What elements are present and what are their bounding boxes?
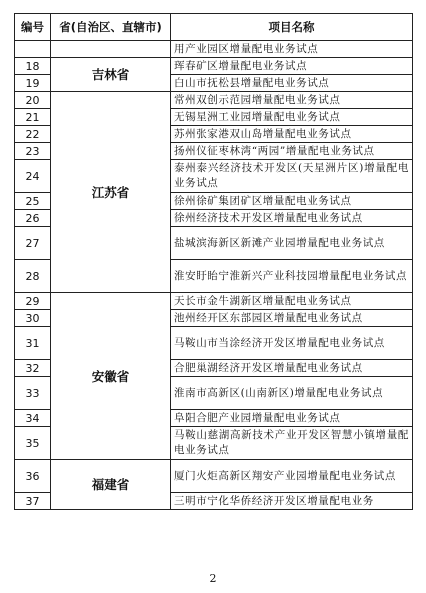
project-name: 盐城滨海新区新滩产业园增量配电业务试点 [171, 227, 413, 260]
num-cell [15, 41, 51, 58]
project-name: 天长市金牛湖新区增量配电业务试点 [171, 293, 413, 310]
num-cell: 33 [15, 377, 51, 410]
num-cell: 23 [15, 143, 51, 160]
num-cell: 30 [15, 310, 51, 327]
project-name: 徐州徐矿集团矿区增量配电业务试点 [171, 193, 413, 210]
project-name: 马鞍山慈湖高新技术产业开发区智慧小镇增量配电业务试点 [171, 427, 413, 460]
project-name: 用产业园区增量配电业务试点 [171, 41, 413, 58]
num-cell: 31 [15, 327, 51, 360]
project-table [14, 13, 413, 510]
num-cell: 36 [15, 460, 51, 493]
num-cell: 22 [15, 126, 51, 143]
project-name: 扬州仪征枣林湾“两园”增量配电业务试点 [171, 143, 413, 160]
province-cell [51, 41, 171, 58]
num-cell: 28 [15, 260, 51, 293]
header-project: 项目名称 [171, 14, 413, 41]
continuation-row [15, 41, 413, 58]
header-row [15, 14, 413, 41]
table-row [15, 460, 413, 493]
num-cell: 20 [15, 92, 51, 109]
project-name: 三明市宁化华侨经济开发区增量配电业务 [171, 493, 413, 510]
project-name: 厦门火炬高新区翔安产业园增量配电业务试点 [171, 460, 413, 493]
num-cell: 19 [15, 75, 51, 92]
table-container [14, 13, 412, 510]
project-name: 无锡星洲工业园增量配电业务试点 [171, 109, 413, 126]
project-name: 白山市抚松县增量配电业务试点 [171, 75, 413, 92]
project-name: 阜阳合肥产业园增量配电业务试点 [171, 410, 413, 427]
num-cell: 26 [15, 210, 51, 227]
num-cell: 25 [15, 193, 51, 210]
num-cell: 32 [15, 360, 51, 377]
table-body [15, 41, 413, 510]
num-cell: 18 [15, 58, 51, 75]
header-num: 编号 [15, 14, 51, 41]
num-cell: 34 [15, 410, 51, 427]
project-name: 合肥巢湖经济开发区增量配电业务试点 [171, 360, 413, 377]
province-cell: 安徽省 [51, 293, 171, 460]
num-cell: 37 [15, 493, 51, 510]
num-cell: 29 [15, 293, 51, 310]
project-name: 池州经开区东部园区增量配电业务试点 [171, 310, 413, 327]
num-cell: 35 [15, 427, 51, 460]
province-cell: 吉林省 [51, 58, 171, 92]
project-name: 苏州张家港双山岛增量配电业务试点 [171, 126, 413, 143]
province-cell: 福建省 [51, 460, 171, 510]
header-province: 省(自治区、直辖市) [51, 14, 171, 41]
project-name: 泰州泰兴经济技术开发区(天星洲片区)增量配电业务试点 [171, 160, 413, 193]
project-name: 淮安盱眙宁淮新兴产业科技园增量配电业务试点 [171, 260, 413, 293]
project-name: 马鞍山市当涂经济开发区增量配电业务试点 [171, 327, 413, 360]
table-row [15, 293, 413, 310]
project-name: 珲春矿区增量配电业务试点 [171, 58, 413, 75]
project-name: 常州双创示范园增量配电业务试点 [171, 92, 413, 109]
table-row [15, 92, 413, 109]
project-name: 徐州经济技术开发区增量配电业务试点 [171, 210, 413, 227]
project-name: 淮南市高新区(山南新区)增量配电业务试点 [171, 377, 413, 410]
num-cell: 27 [15, 227, 51, 260]
page-number: 2 [209, 572, 217, 585]
num-cell: 24 [15, 160, 51, 193]
province-cell: 江苏省 [51, 92, 171, 293]
num-cell: 21 [15, 109, 51, 126]
table-row [15, 58, 413, 75]
